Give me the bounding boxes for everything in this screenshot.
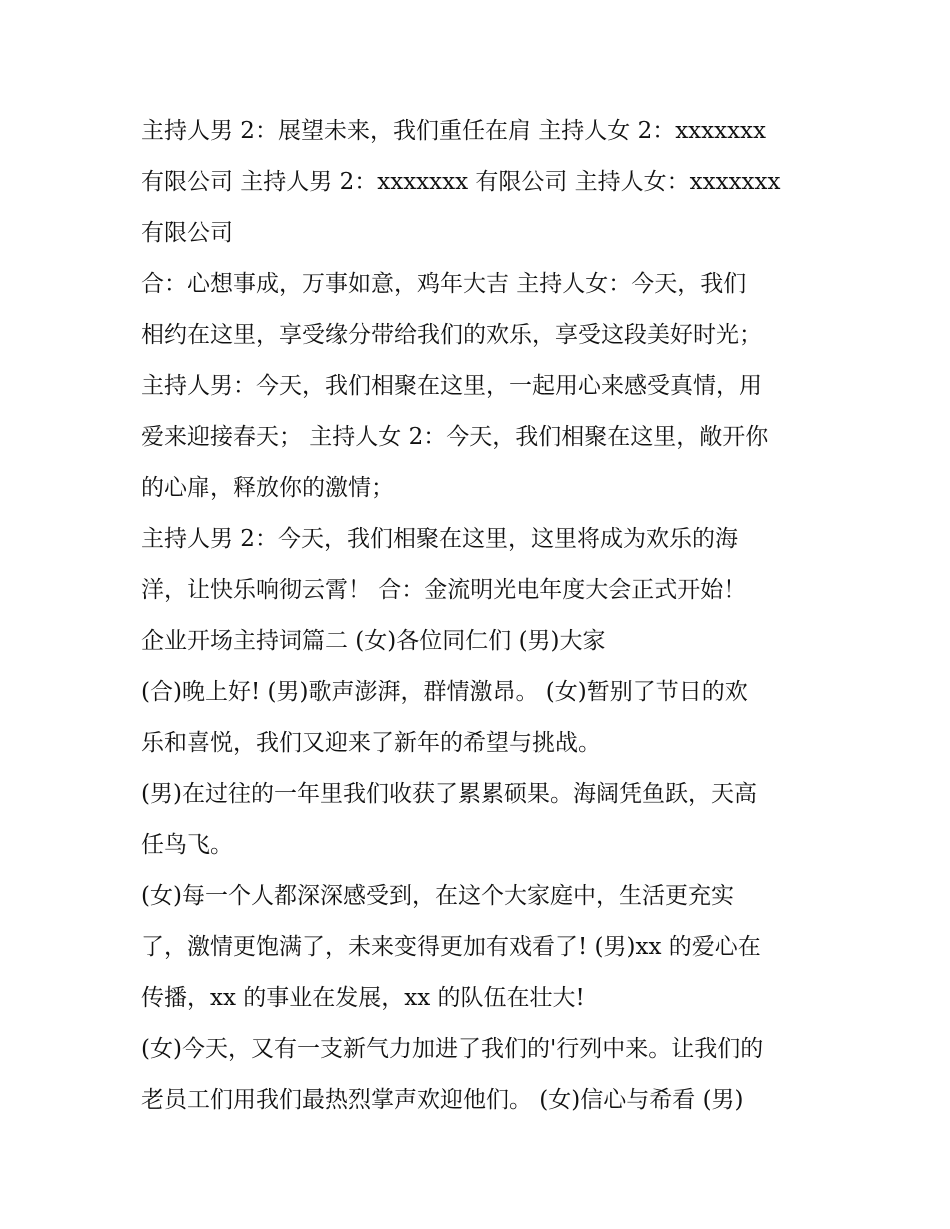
text-line: 主持人男 2：展望未来，我们重任在肩 主持人女 2：xxxxxxx <box>141 118 766 144</box>
text-line: 有限公司 <box>141 220 233 246</box>
text-line: 有限公司 主持人男 2：xxxxxxx 有限公司 主持人女：xxxxxxx <box>141 169 781 195</box>
text-line: 企业开场主持词篇二 (女)各位同仁们 (男)大家 <box>141 628 606 654</box>
text-line: 了，激情更饱满了，未来变得更加有戏看了! (男)xx 的爱心在 <box>141 934 761 960</box>
text-line: 主持人男 2：今天，我们相聚在这里，这里将成为欢乐的海 <box>141 526 738 552</box>
text-line: 洋，让快乐响彻云霄！ 合：金流明光电年度大会正式开始！ <box>141 577 747 603</box>
text-line: 老员工们用我们最热烈掌声欢迎他们。 (女)信心与希看 (男) <box>141 1087 744 1113</box>
text-line: 的心扉，释放你的激情； <box>141 475 394 501</box>
text-line: 传播，xx 的事业在发展，xx 的队伍在壮大! <box>141 985 585 1011</box>
text-line: 相约在这里，享受缘分带给我们的欢乐，享受这段美好时光； <box>141 322 762 348</box>
text-line: (女)每一个人都深深感受到，在这个大家庭中，生活更充实 <box>141 883 734 909</box>
text-line: 任鸟飞。 <box>141 832 233 858</box>
text-line: (女)今天，又有一支新气力加进了我们的'行列中来。让我们的 <box>141 1036 764 1062</box>
text-line: 乐和喜悦，我们又迎来了新年的希望与挑战。 <box>141 730 601 756</box>
text-line: 合：心想事成，万事如意，鸡年大吉 主持人女：今天，我们 <box>141 271 747 297</box>
document-body <box>141 106 821 1126</box>
text-line: (合)晚上好! (男)歌声澎湃，群情激昂。 (女)暂别了节日的欢 <box>141 679 748 705</box>
text-line: 爱来迎接春天； 主持人女 2：今天，我们相聚在这里，敞开你 <box>141 424 769 450</box>
text-line: 主持人男：今天，我们相聚在这里，一起用心来感受真情，用 <box>141 373 762 399</box>
text-line: (男)在过往的一年里我们收获了累累硕果。海阔凭鱼跃，天高 <box>141 781 757 807</box>
